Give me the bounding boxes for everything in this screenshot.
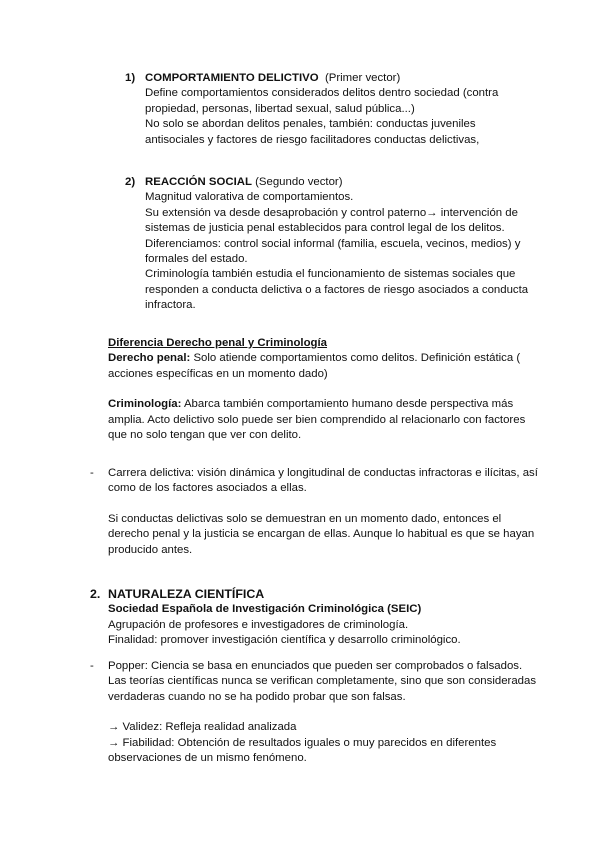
section1-line: Define comportamientos considerados delitos dentro sociedad (contra [145, 87, 499, 100]
section2-heading [145, 175, 528, 190]
naturaleza-title: NATURALEZA CIENTÍFICA [108, 587, 265, 601]
diferencia-heading: Diferencia Derecho penal y Criminología [108, 337, 328, 349]
carrera-extra-line: producido antes. [108, 543, 193, 556]
derecho-text: Solo atiende comportamientos como delitos. Definición estática ( [190, 352, 521, 365]
diferencia-block [108, 336, 525, 443]
section1-number: 1) [125, 72, 136, 84]
naturaleza-line: Agrupación de profesores e investigadores de criminología. [108, 618, 409, 631]
naturaleza-block [108, 587, 461, 649]
naturaleza-line: Finalidad: promover investigación científica y desarrollo criminológico. [108, 634, 461, 647]
derecho-line: acciones específicas en un momento dado) [108, 367, 328, 380]
derecho-label: Derecho penal: [108, 352, 191, 365]
popper-bullet: - [90, 660, 94, 672]
section2-line: Diferenciamos: control social informal (familia, escuela, vecinos, medios) y [145, 237, 521, 250]
derecho-line [108, 351, 525, 366]
carrera-extra-line: Si conductas delictivas solo se demuestran en un momento dado, entonces el [108, 512, 502, 525]
section2-subtitle: (Segundo vector) [255, 176, 343, 188]
validez-line: → Validez: Refleja realidad analizada [108, 721, 297, 734]
fiabilidad-line: → Fiabilidad: Obtención de resultados iguales o muy parecidos en diferentes [108, 736, 497, 749]
section1-title: COMPORTAMIENTO DELICTIVO [145, 72, 319, 84]
popper-line: verdaderas cuando no se ha podido probar que son falsas. [108, 690, 406, 703]
crim-text: Abarca también comportamiento humano desde perspectiva más [181, 398, 514, 411]
carrera-line: Carrera delictiva: visión dinámica y longitudinal de conductas infractoras e ilícitas, así [108, 467, 538, 479]
section1-line: No solo se abordan delitos penales, también: conductas juveniles [145, 118, 476, 131]
popper-line: Las teorías científicas nunca se verifican completamente, sino que son consideradas [108, 675, 537, 688]
seic-title: Sociedad Española de Investigación Criminológica (SEIC) [108, 603, 422, 616]
carrera-extra-line: derecho penal y la justicia se encargan de ellas. Aunque lo habitual es que se hayan [108, 528, 535, 541]
section2-line: formales del estado. [145, 253, 248, 266]
section2-line: Su extensión va desde desaprobación y control paterno→ intervención de [145, 206, 518, 219]
section2-line: Criminología también estudia el funcionamiento de sistemas sociales que [145, 268, 516, 281]
carrera-line: como de los factores asociados a ellas. [108, 482, 307, 495]
section1-line: propiedad, personas, libertad sexual, salud pública...) [145, 102, 415, 115]
crim-line: que no solo tengan que ver con delito. [108, 429, 302, 442]
section1-line: antisociales y factores de riesgo facilitadores conductas delictivas, [145, 133, 480, 146]
carrera-block [108, 466, 538, 558]
fiabilidad-line: observaciones de un mismo fenómeno. [108, 752, 307, 765]
popper-line: Popper: Ciencia se basa en enunciados que pueden ser comprobados o falsados. [108, 660, 523, 672]
popper-block [108, 659, 536, 766]
section2-line: responden a conducta delictiva o a factores de riesgo asociados a conducta [145, 283, 529, 296]
section1-subtitle: (Primer vector) [324, 72, 401, 84]
carrera-bullet: - [90, 467, 94, 479]
section2-line: Magnitud valorativa de comportamientos. [145, 191, 354, 204]
crim-line [108, 397, 525, 412]
crim-label: Criminología: [108, 398, 182, 411]
section2-line: sistemas de justicia penal establecidos para control legal de los delitos. [145, 222, 505, 235]
section1-block [145, 71, 498, 148]
section2-block [145, 175, 528, 314]
section2-number: 2) [125, 176, 136, 188]
section2-title: REACCIÓN SOCIAL [145, 176, 252, 188]
naturaleza-number: 2. [90, 587, 101, 601]
crim-line: amplia. Acto delictivo solo puede ser bien comprendido al relacionarlo con factores [108, 413, 526, 426]
section2-line: infractora. [145, 299, 196, 312]
section1-heading [145, 71, 498, 86]
